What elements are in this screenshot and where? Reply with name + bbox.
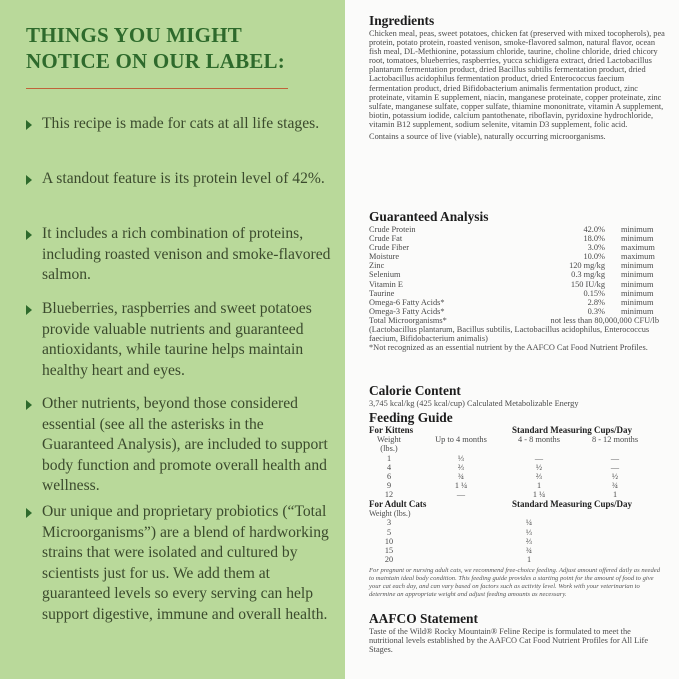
ingredients-text: Chicken meal, peas, sweet potatoes, chicken fat (preserved with mixed tocopherols), pea protein, potato protein, roasted venison, smoke-flavored salmon, natural flavor, ocean fish meal, DL-Methionine, potassium chloride, taurine, choline chloride, dried chicory root, tomatoes, blueberries, raspberries, yucca schidigera extract, dried Lactobacillus plantarum fermentation product, dried Bacillus subtilis fermentation product, dried Lactobacillus acidophilus fermentation product, dried Enterococcus faecium fermentation product, dried Bifidobacterium animalis fermentation product, zinc proteinate, vitamin E supplement, niacin, manganese proteinate, copper proteinate, zinc sulfate, manganese sulfate, copper sulfate, thiamine mononitrate, vitamin A supplement, biotin, potassium iodide, calcium pantothenate, riboflavin, pyridoxine hydrochloride, vitamin B12 supplement, sodium selenite, vitamin D3 supplement, folic acid.	[369, 29, 665, 129]
analysis-row	[369, 225, 665, 234]
adult-cups-cell: 1	[526, 554, 532, 564]
kitten-cell: ¾	[457, 472, 465, 482]
adult-col-weight: Weight (lbs.)	[369, 509, 411, 519]
analysis-unit: minimum	[621, 270, 654, 280]
aafco-heading: AAFCO Statement	[369, 611, 478, 626]
adult-weight-cell: 15	[384, 545, 394, 555]
analysis-value: 18.0%	[583, 234, 605, 244]
feeding-guide-section	[369, 411, 665, 599]
adult-cups-cell: ¼	[525, 518, 533, 528]
adult-row	[369, 537, 665, 546]
highlight-text: It includes a rich combination of proteins, including roasted venison and smoke-flavored salmon.	[42, 225, 331, 283]
kitten-row	[369, 481, 665, 490]
adult-cups-cell: ¾	[525, 545, 533, 555]
analysis-row	[369, 289, 665, 298]
analysis-unit: minimum	[621, 279, 654, 289]
calorie-text: 3,745 kcal/kg (425 kcal/cup) Calculated Metabolizable Energy	[369, 399, 579, 408]
analysis-name: Moisture	[369, 252, 400, 262]
adult-label: For Adult Cats	[369, 499, 427, 510]
guaranteed-analysis-section	[369, 210, 665, 352]
kitten-cell: ½	[535, 463, 543, 473]
ingredients-section	[369, 14, 665, 141]
microorganisms-row	[369, 316, 665, 325]
analysis-row	[369, 261, 665, 270]
analysis-name: Selenium	[369, 270, 401, 280]
kitten-cell: 1	[536, 481, 542, 491]
adult-weight-cell: 3	[386, 518, 392, 528]
kitten-cell: 6	[386, 472, 392, 482]
analysis-name: Vitamin E	[369, 279, 404, 289]
kitten-cell: 12	[384, 490, 394, 500]
kitten-cell: ½	[611, 472, 619, 482]
kitten-col-up-to-4: Up to 4 months	[435, 435, 487, 444]
analysis-name: Crude Fiber	[369, 243, 410, 253]
kitten-col-8-12: 8 - 12 months	[591, 435, 639, 444]
adult-row	[369, 518, 665, 527]
feeding-note: For pregnant or nursing adult cats, we recommend free-choice feeding. Adjust amount offered daily as needed to maintain ideal body condition. This feeding guide provides a starting point for the amount of food to give your cat each day, and can vary based on factors such as activity level. Work with your veterinarian to determine an appropriate weight and adjust feeding amounts as necessary.	[369, 566, 660, 598]
highlight-item	[26, 299, 338, 381]
analysis-name: Zinc	[369, 261, 385, 271]
highlight-text: Blueberries, raspberries and sweet potatoes provide valuable nutrients and guaranteed antioxidants, while taurine helps maintain healthy heart and eyes.	[42, 300, 312, 379]
adult-row	[369, 555, 665, 564]
analysis-name: Taurine	[369, 288, 395, 298]
analysis-value: 0.3%	[587, 306, 605, 316]
analysis-value: 120 mg/kg	[569, 261, 605, 271]
analysis-value: 10.0%	[583, 252, 605, 262]
kitten-row	[369, 454, 665, 463]
adult-column-headers	[369, 509, 665, 518]
kitten-col-weight: Weight (lbs.)	[377, 435, 401, 454]
adult-weight-cell: 10	[384, 536, 394, 546]
aafco-nutrient-note: *Not recognized as an essential nutrient by the AAFCO Cat Food Nutrient Profiles.	[369, 343, 648, 353]
adult-weight-cell: 5	[386, 527, 392, 537]
feeding-guide-heading: Feeding Guide	[369, 410, 453, 425]
kittens-table	[369, 454, 665, 499]
adult-table	[369, 518, 665, 563]
kitten-col-4-8: 4 - 8 months	[518, 435, 560, 444]
highlight-text: This recipe is made for cats at all life stages.	[42, 115, 320, 132]
triangle-bullet-icon	[26, 120, 32, 130]
kitten-row	[369, 490, 665, 499]
kitten-cell: —	[456, 490, 466, 500]
adult-weight-cell: 20	[384, 554, 394, 564]
analysis-row	[369, 307, 665, 316]
microorganisms-detail: (Lactobacillus plantarum, Bacillus subtilis, Lactobacillus acidophilus, Enterococcus faecium, Bifidobacterium animalis)	[369, 325, 650, 344]
highlight-item	[26, 114, 338, 135]
triangle-bullet-icon	[26, 305, 32, 315]
analysis-unit: minimum	[621, 306, 654, 316]
adult-row	[369, 546, 665, 555]
kitten-cell: —	[610, 463, 620, 473]
kitten-cell: ⅓	[457, 454, 465, 463]
highlight-text: A standout feature is its protein level of 42%.	[42, 170, 325, 187]
analysis-value: 42.0%	[583, 225, 605, 234]
analysis-name: Omega-3 Fatty Acids*	[369, 306, 445, 316]
kitten-row	[369, 463, 665, 472]
adult-cups-header: Standard Measuring Cups/Day	[511, 499, 633, 510]
analysis-name: Omega-6 Fatty Acids*	[369, 297, 445, 307]
aafco-section	[369, 612, 665, 654]
analysis-unit: minimum	[621, 225, 654, 234]
analysis-value: 150 IU/kg	[570, 279, 605, 289]
analysis-row	[369, 280, 665, 289]
aafco-text: Taste of the Wild® Rocky Mountain® Feline Recipe is formulated to meet the nutritional levels established by the AAFCO Cat Food Nutrient Profiles for All Life Stages.	[369, 627, 649, 655]
adult-header	[369, 499, 665, 509]
panel-title-line1: THINGS YOU MIGHT	[26, 23, 242, 47]
analysis-unit: minimum	[621, 297, 654, 307]
kitten-row	[369, 472, 665, 481]
calorie-section	[369, 384, 665, 408]
analysis-row	[369, 234, 665, 243]
kitten-cell: 1 ¼	[454, 481, 468, 491]
title-divider	[26, 88, 288, 89]
analysis-value: 2.8%	[587, 297, 605, 307]
panel-title-line2: NOTICE ON OUR LABEL:	[26, 49, 285, 73]
kitten-cell: ⅔	[457, 463, 465, 473]
adult-cups-cell: ⅔	[525, 536, 533, 546]
microorganisms-value: not less than 80,000,000 CFU/lb	[550, 315, 659, 325]
triangle-bullet-icon	[26, 400, 32, 410]
kittens-header	[369, 425, 665, 435]
highlight-text: Our unique and proprietary probiotics (“Total Microorganisms”) are a blend of hardworking strains that were isolated and cultured by scientists just for us. We add them at guaranteed levels so every serving can help support digestive, immune and overall health.	[42, 503, 329, 623]
analysis-row	[369, 252, 665, 261]
label-panel	[345, 0, 679, 679]
analysis-row	[369, 270, 665, 279]
analysis-unit: minimum	[621, 288, 654, 298]
highlight-item	[26, 169, 338, 190]
kitten-cell: 1	[612, 490, 618, 500]
kittens-cups-header: Standard Measuring Cups/Day	[511, 425, 633, 435]
kittens-label: For Kittens	[369, 425, 414, 435]
triangle-bullet-icon	[26, 230, 32, 240]
highlight-item	[26, 224, 338, 286]
kitten-cell: 1	[386, 454, 392, 463]
analysis-unit: minimum	[621, 261, 654, 271]
analysis-unit: maximum	[621, 243, 655, 253]
panel-title	[26, 22, 326, 74]
triangle-bullet-icon	[26, 175, 32, 185]
kittens-column-headers	[369, 435, 665, 454]
kitten-cell: ⅔	[535, 472, 543, 482]
kitten-cell: 4	[386, 463, 392, 473]
kitten-cell: —	[534, 454, 544, 463]
kitten-cell: —	[610, 454, 620, 463]
analysis-value: 0.15%	[583, 288, 605, 298]
calorie-heading: Calorie Content	[369, 383, 461, 398]
analysis-unit: minimum	[621, 234, 654, 244]
highlight-item	[26, 502, 338, 625]
kitten-cell: ¾	[611, 481, 619, 491]
analysis-name: Crude Fat	[369, 234, 403, 244]
live-microorganisms-note: Contains a source of live (viable), naturally occurring microorganisms.	[369, 132, 606, 142]
analysis-unit: maximum	[621, 252, 655, 262]
microorganisms-name: Total Microorganisms*	[369, 315, 447, 325]
ingredients-heading: Ingredients	[369, 13, 435, 28]
analysis-name: Crude Protein	[369, 225, 416, 234]
adult-cups-cell: ⅓	[525, 527, 533, 537]
triangle-bullet-icon	[26, 508, 32, 518]
analysis-value: 3.0%	[587, 243, 605, 253]
analysis-value: 0.3 mg/kg	[571, 270, 605, 280]
analysis-row	[369, 298, 665, 307]
guaranteed-analysis-heading: Guaranteed Analysis	[369, 209, 489, 224]
kitten-cell: 1 ¼	[532, 490, 546, 500]
guaranteed-analysis-table	[369, 225, 665, 316]
highlight-item	[26, 394, 338, 497]
adult-row	[369, 528, 665, 537]
kitten-cell: 9	[386, 481, 392, 491]
highlight-text: Other nutrients, beyond those considered essential (see all the asterisks in the Guaranteed Analysis), are included to support body function and promote overall health and wellness.	[42, 395, 328, 494]
analysis-row	[369, 243, 665, 252]
